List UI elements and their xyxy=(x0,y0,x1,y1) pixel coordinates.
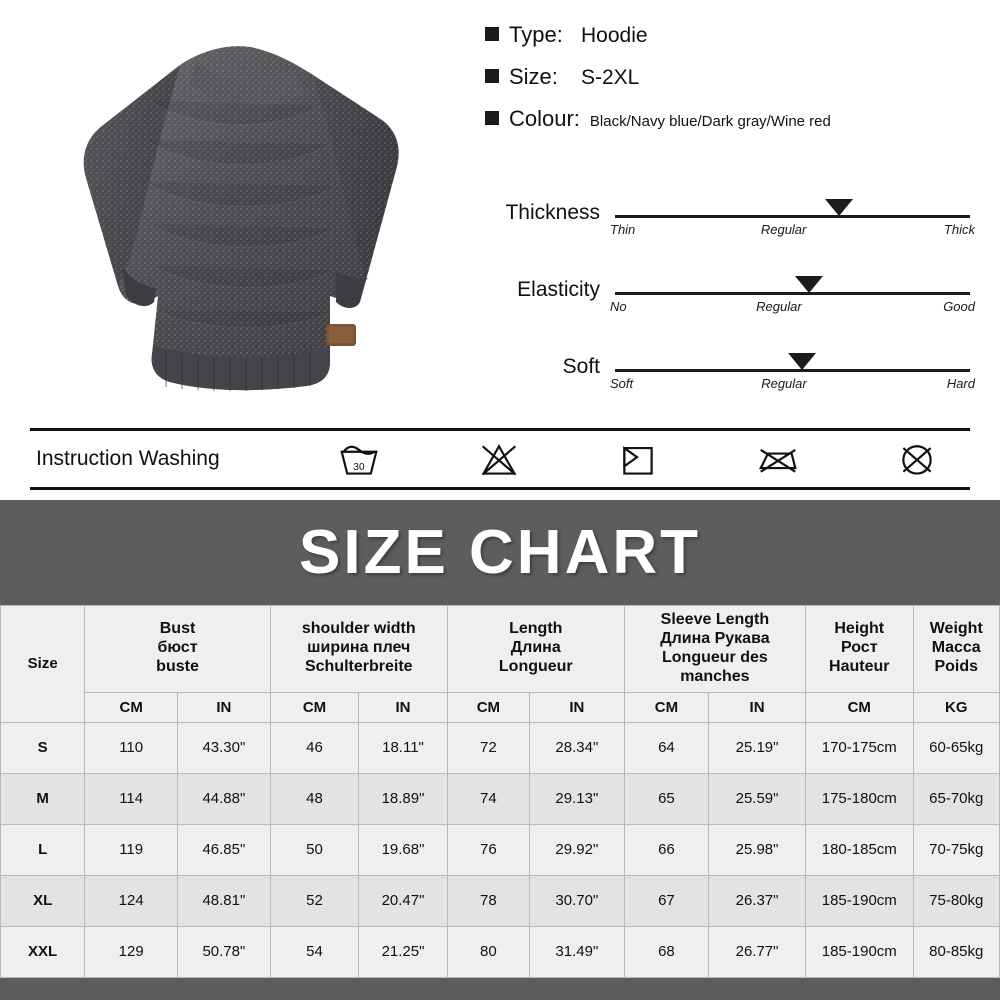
spec-label-colour: Colour: xyxy=(509,106,580,131)
hoodie-illustration xyxy=(30,10,450,415)
svg-text:30: 30 xyxy=(353,461,365,473)
tick-regular: Regular xyxy=(756,299,802,314)
cell-length-cm: 78 xyxy=(447,875,529,926)
cell-length-cm: 72 xyxy=(447,722,529,773)
header-bust xyxy=(85,606,270,693)
spec-value-colour: Black/Navy blue/Dark gray/Wine red xyxy=(589,113,831,130)
cell-length-in: 29.92" xyxy=(529,824,624,875)
cell-sleeve-in: 25.19" xyxy=(709,722,806,773)
cell-shoulder-cm: 52 xyxy=(270,875,359,926)
cell-shoulder-cm: 48 xyxy=(270,773,359,824)
spec-row-size xyxy=(485,64,985,90)
header-shoulder xyxy=(270,606,447,693)
cell-size: M xyxy=(1,773,85,824)
cell-height: 180-185cm xyxy=(806,824,913,875)
unit-shoulder-in: IN xyxy=(359,692,448,722)
table-row xyxy=(1,773,1000,824)
cell-shoulder-cm: 54 xyxy=(270,926,359,977)
header-length-line3: Longueur xyxy=(498,658,573,676)
cell-sleeve-in: 26.77" xyxy=(709,926,806,977)
cell-length-in: 29.13" xyxy=(529,773,624,824)
slider-marker-elasticity xyxy=(795,276,823,293)
cell-weight: 60-65kg xyxy=(913,722,1000,773)
cell-sleeve-cm: 66 xyxy=(624,824,708,875)
header-size-line1: Size xyxy=(27,654,58,672)
header-height-line2: Рост xyxy=(840,639,878,657)
slider-label-elasticity: Elasticity xyxy=(517,278,600,301)
tick-hard: Hard xyxy=(946,376,975,391)
product-photo xyxy=(30,10,450,415)
unit-sleeve-in: IN xyxy=(709,692,806,722)
spec-list xyxy=(485,22,985,148)
cell-bust-cm: 110 xyxy=(85,722,178,773)
tick-no: No xyxy=(610,299,627,314)
cell-sleeve-in: 26.37" xyxy=(709,875,806,926)
attribute-sliders xyxy=(480,195,980,426)
do-not-bleach-icon xyxy=(476,439,522,479)
slider-marker-thickness xyxy=(825,199,853,216)
cell-length-cm: 80 xyxy=(447,926,529,977)
unit-bust-cm: CM xyxy=(85,692,178,722)
header-sleeve-line1: Sleeve Length xyxy=(660,611,770,628)
spec-label-type: Type: xyxy=(509,22,563,47)
cell-bust-cm: 124 xyxy=(85,875,178,926)
slider-marker-soft xyxy=(788,353,816,370)
slider-ticks-elasticity xyxy=(610,299,975,314)
bullet-square-icon xyxy=(485,111,499,125)
cell-height: 175-180cm xyxy=(806,773,913,824)
unit-height-cm: CM xyxy=(806,692,913,722)
spec-row-type xyxy=(485,22,985,48)
slider-label-thickness: Thickness xyxy=(505,201,600,224)
header-sleeve-line4: manches xyxy=(680,667,750,685)
header-weight-line3: Poids xyxy=(934,658,979,676)
wash-30-icon xyxy=(336,439,382,479)
unit-length-in: IN xyxy=(529,692,624,722)
table-row xyxy=(1,926,1000,977)
cell-bust-in: 44.88" xyxy=(178,773,271,824)
cell-weight: 75-80kg xyxy=(913,875,1000,926)
header-weight-line1: Weight xyxy=(929,620,983,638)
cell-sleeve-cm: 68 xyxy=(624,926,708,977)
cell-shoulder-cm: 50 xyxy=(270,824,359,875)
slider-thickness xyxy=(480,195,980,272)
cell-sleeve-cm: 65 xyxy=(624,773,708,824)
cell-sleeve-cm: 64 xyxy=(624,722,708,773)
washing-instructions xyxy=(30,428,970,490)
cell-length-in: 31.49" xyxy=(529,926,624,977)
header-length-line1: Length xyxy=(509,620,563,638)
cell-bust-cm: 114 xyxy=(85,773,178,824)
slider-label-soft: Soft xyxy=(562,355,600,378)
header-sleeve-line2: Длина Рукава xyxy=(660,629,770,647)
cell-length-in: 28.34" xyxy=(529,722,624,773)
slider-ticks-thickness xyxy=(610,222,975,237)
cell-shoulder-in: 20.47" xyxy=(359,875,448,926)
header-height-line3: Hauteur xyxy=(829,658,890,676)
spec-value-type: Hoodie xyxy=(581,24,648,47)
unit-weight-kg: KG xyxy=(913,692,1000,722)
table-row xyxy=(1,722,1000,773)
size-chart-table xyxy=(0,605,1000,978)
cell-weight: 80-85kg xyxy=(913,926,1000,977)
cell-size: S xyxy=(1,722,85,773)
tick-good: Good xyxy=(943,299,975,314)
cell-shoulder-in: 18.11" xyxy=(359,722,448,773)
tick-regular: Regular xyxy=(761,376,807,391)
tick-thick: Thick xyxy=(943,222,975,237)
cell-bust-in: 46.85" xyxy=(178,824,271,875)
cell-weight: 70-75kg xyxy=(913,824,1000,875)
slider-track-elasticity xyxy=(615,292,970,295)
header-shoulder-line2: ширина плеч xyxy=(307,639,411,657)
size-chart-section xyxy=(0,500,1000,1000)
cell-bust-in: 43.30" xyxy=(178,722,271,773)
washing-icon-row xyxy=(336,439,970,479)
cell-bust-cm: 119 xyxy=(85,824,178,875)
unit-shoulder-cm: CM xyxy=(270,692,359,722)
header-length-line2: Длина xyxy=(510,639,561,657)
cell-shoulder-in: 21.25" xyxy=(359,926,448,977)
spec-row-colour xyxy=(485,106,985,132)
cell-size: XL xyxy=(1,875,85,926)
header-length xyxy=(447,606,624,693)
cell-size: L xyxy=(1,824,85,875)
header-shoulder-line3: Schulterbreite xyxy=(304,658,413,676)
header-sleeve xyxy=(624,606,805,693)
spec-label-size: Size: xyxy=(509,64,558,89)
washing-title: Instruction Washing xyxy=(36,447,220,470)
size-chart-title: SIZE CHART xyxy=(299,518,701,587)
spec-value-size: S-2XL xyxy=(581,66,640,89)
tick-regular: Regular xyxy=(760,222,807,237)
header-size xyxy=(1,606,85,723)
cell-bust-cm: 129 xyxy=(85,926,178,977)
do-not-iron-icon xyxy=(755,439,801,479)
cell-shoulder-cm: 46 xyxy=(270,722,359,773)
bullet-square-icon xyxy=(485,27,499,41)
cell-sleeve-cm: 67 xyxy=(624,875,708,926)
header-bust-line2: бюст xyxy=(157,639,198,657)
cell-length-in: 30.70" xyxy=(529,875,624,926)
cell-size: XXL xyxy=(1,926,85,977)
tumble-dry-icon xyxy=(615,439,661,479)
cell-bust-in: 48.81" xyxy=(178,875,271,926)
tick-soft: Soft xyxy=(610,376,634,391)
unit-bust-in: IN xyxy=(178,692,271,722)
cell-height: 185-190cm xyxy=(806,875,913,926)
cell-length-cm: 74 xyxy=(447,773,529,824)
header-shoulder-line1: shoulder width xyxy=(301,620,416,638)
cell-shoulder-in: 19.68" xyxy=(359,824,448,875)
cell-height: 185-190cm xyxy=(806,926,913,977)
unit-length-cm: CM xyxy=(447,692,529,722)
bullet-square-icon xyxy=(485,69,499,83)
unit-sleeve-cm: CM xyxy=(624,692,708,722)
cell-height: 170-175cm xyxy=(806,722,913,773)
cell-bust-in: 50.78" xyxy=(178,926,271,977)
tick-thin: Thin xyxy=(610,222,636,237)
cell-sleeve-in: 25.59" xyxy=(709,773,806,824)
header-weight-line2: Macca xyxy=(931,639,981,657)
header-sleeve-line3: Longueur des xyxy=(662,648,768,666)
cell-weight: 65-70kg xyxy=(913,773,1000,824)
slider-track-thickness xyxy=(615,215,970,218)
table-row xyxy=(1,824,1000,875)
header-bust-line1: Bust xyxy=(159,620,196,638)
slider-ticks-soft xyxy=(610,376,975,391)
table-row xyxy=(1,875,1000,926)
slider-elasticity xyxy=(480,272,980,349)
header-weight xyxy=(913,606,1000,693)
cell-shoulder-in: 18.89" xyxy=(359,773,448,824)
header-bust-line3: buste xyxy=(156,658,199,676)
cell-sleeve-in: 25.98" xyxy=(709,824,806,875)
do-not-dryclean-icon xyxy=(894,439,940,479)
header-height xyxy=(806,606,913,693)
header-height-line1: Height xyxy=(834,620,885,638)
cell-length-cm: 76 xyxy=(447,824,529,875)
slider-soft xyxy=(480,349,980,426)
